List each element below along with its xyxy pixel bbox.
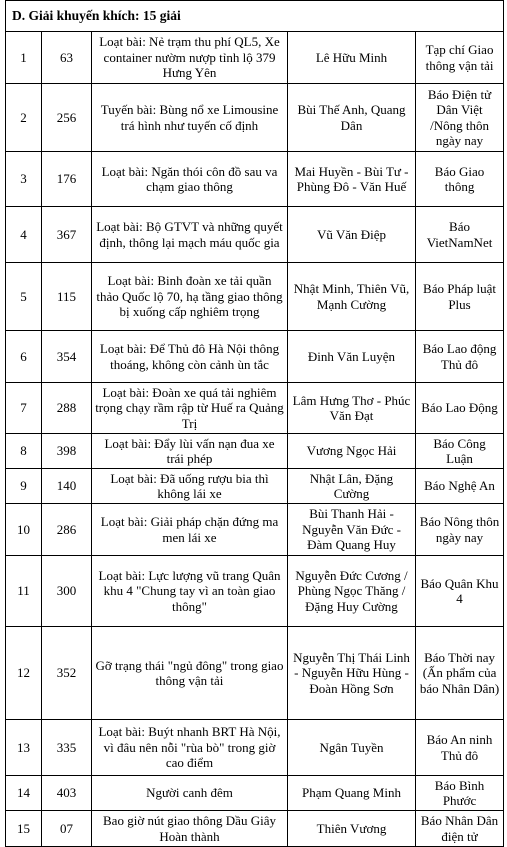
entry-code: 354 [42, 331, 92, 383]
awards-table-container [5, 0, 503, 847]
section-title: D. Giải khuyến khích: 15 giải [6, 1, 504, 32]
media-outlet: Báo Lao động Thủ đô [416, 331, 504, 383]
work-title: Loạt bài: Buýt nhanh BRT Hà Nội, vì đâu nên nỗi "rùa bò" trong giờ cao điểm [92, 720, 288, 776]
media-outlet: Tạp chí Giao thông vận tải [416, 32, 504, 84]
row-number: 7 [6, 383, 42, 434]
entry-code: 286 [42, 504, 92, 556]
author-name: Ngân Tuyền [288, 720, 416, 776]
row-number: 1 [6, 32, 42, 84]
media-outlet: Báo Pháp luật Plus [416, 263, 504, 331]
row-number: 5 [6, 263, 42, 331]
media-outlet: Báo An ninh Thủ đô [416, 720, 504, 776]
work-title: Tuyến bài: Bùng nổ xe Limousine trá hình như tuyến cố định [92, 84, 288, 152]
entry-code: 403 [42, 776, 92, 811]
table-row [6, 207, 504, 263]
work-title: Loạt bài: Giải pháp chặn đứng ma men lái xe [92, 504, 288, 556]
work-title: Loạt bài: Đã uống rượu bia thì không lái xe [92, 469, 288, 504]
row-number: 6 [6, 331, 42, 383]
entry-code: 367 [42, 207, 92, 263]
media-outlet: Báo Nghệ An [416, 469, 504, 504]
table-row [6, 504, 504, 556]
author-name: Lê Hữu Minh [288, 32, 416, 84]
author-name: Lâm Hưng Thơ - Phúc Văn Đạt [288, 383, 416, 434]
work-title: Loạt bài: Đẩy lùi vấn nạn đua xe trái phép [92, 434, 288, 469]
author-name: Nhật Minh, Thiên Vũ, Mạnh Cường [288, 263, 416, 331]
author-name: Đinh Văn Luyện [288, 331, 416, 383]
entry-code: 176 [42, 152, 92, 207]
media-outlet: Báo VietNamNet [416, 207, 504, 263]
table-row [6, 331, 504, 383]
table-row [6, 811, 504, 847]
media-outlet: Báo Quân Khu 4 [416, 556, 504, 627]
row-number: 10 [6, 504, 42, 556]
author-name: Vương Ngọc Hải [288, 434, 416, 469]
work-title: Gỡ trạng thái "ngủ đông" trong giao thông vận tải [92, 627, 288, 720]
row-number: 15 [6, 811, 42, 847]
row-number: 14 [6, 776, 42, 811]
table-row [6, 469, 504, 504]
author-name: Nguyễn Thị Thái Linh - Nguyễn Hữu Hùng - Đoàn Hồng Sơn [288, 627, 416, 720]
author-name: Nhật Lân, Đặng Cường [288, 469, 416, 504]
entry-code: 398 [42, 434, 92, 469]
table-row [6, 84, 504, 152]
table-row [6, 32, 504, 84]
entry-code: 256 [42, 84, 92, 152]
entry-code: 288 [42, 383, 92, 434]
table-row [6, 263, 504, 331]
work-title: Loạt bài: Để Thủ đô Hà Nội thông thoáng, không còn cảnh ùn tắc [92, 331, 288, 383]
row-number: 9 [6, 469, 42, 504]
entry-code: 07 [42, 811, 92, 847]
entry-code: 140 [42, 469, 92, 504]
entry-code: 115 [42, 263, 92, 331]
author-name: Mai Huyền - Bùi Tư - Phùng Đô - Văn Huế [288, 152, 416, 207]
work-title: Loạt bài: Nẻ trạm thu phí QL5, Xe container nườm nượp tỉnh lộ 379 Hưng Yên [92, 32, 288, 84]
row-number: 4 [6, 207, 42, 263]
row-number: 8 [6, 434, 42, 469]
entry-code: 63 [42, 32, 92, 84]
entry-code: 335 [42, 720, 92, 776]
entry-code: 300 [42, 556, 92, 627]
entry-code: 352 [42, 627, 92, 720]
table-row [6, 720, 504, 776]
author-name: Nguyễn Đức Cương / Phùng Ngọc Thăng / Đặng Huy Cường [288, 556, 416, 627]
work-title: Người canh đêm [92, 776, 288, 811]
table-row [6, 383, 504, 434]
media-outlet: Báo Giao thông [416, 152, 504, 207]
author-name: Phạm Quang Minh [288, 776, 416, 811]
author-name: Thiên Vương [288, 811, 416, 847]
media-outlet: Báo Nhân Dân điện tử [416, 811, 504, 847]
table-row [6, 152, 504, 207]
row-number: 3 [6, 152, 42, 207]
row-number: 13 [6, 720, 42, 776]
table-row [6, 776, 504, 811]
awards-table [5, 0, 504, 847]
author-name: Bùi Thanh Hải - Nguyễn Văn Đức - Đàm Quang Huy [288, 504, 416, 556]
table-row [6, 627, 504, 720]
media-outlet: Báo Điện tử Dân Việt /Nông thôn ngày nay [416, 84, 504, 152]
work-title: Loạt bài: Binh đoàn xe tải quần thảo Quốc lộ 70, hạ tầng giao thông bị xuống cấp nghiêm trọng [92, 263, 288, 331]
work-title: Loạt bài: Bộ GTVT và những quyết định, thông lại mạch máu quốc gia [92, 207, 288, 263]
row-number: 12 [6, 627, 42, 720]
row-number: 2 [6, 84, 42, 152]
table-row [6, 556, 504, 627]
work-title: Loạt bài: Lực lượng vũ trang Quân khu 4 "Chung tay vì an toàn giao thông" [92, 556, 288, 627]
table-row [6, 434, 504, 469]
media-outlet: Báo Lao Động [416, 383, 504, 434]
work-title: Loạt bài: Ngăn thói côn đồ sau va chạm giao thông [92, 152, 288, 207]
media-outlet: Báo Công Luận [416, 434, 504, 469]
media-outlet: Báo Nông thôn ngày nay [416, 504, 504, 556]
row-number: 11 [6, 556, 42, 627]
work-title: Bao giờ nút giao thông Dầu Giây Hoàn thành [92, 811, 288, 847]
work-title: Loạt bài: Đoàn xe quá tải nghiêm trọng chạy rầm rập từ Huế ra Quảng Trị [92, 383, 288, 434]
media-outlet: Báo Thời nay (Ấn phẩm của báo Nhân Dân) [416, 627, 504, 720]
section-header-row [6, 1, 504, 32]
media-outlet: Báo Bình Phước [416, 776, 504, 811]
author-name: Bùi Thế Anh, Quang Dân [288, 84, 416, 152]
author-name: Vũ Văn Điệp [288, 207, 416, 263]
